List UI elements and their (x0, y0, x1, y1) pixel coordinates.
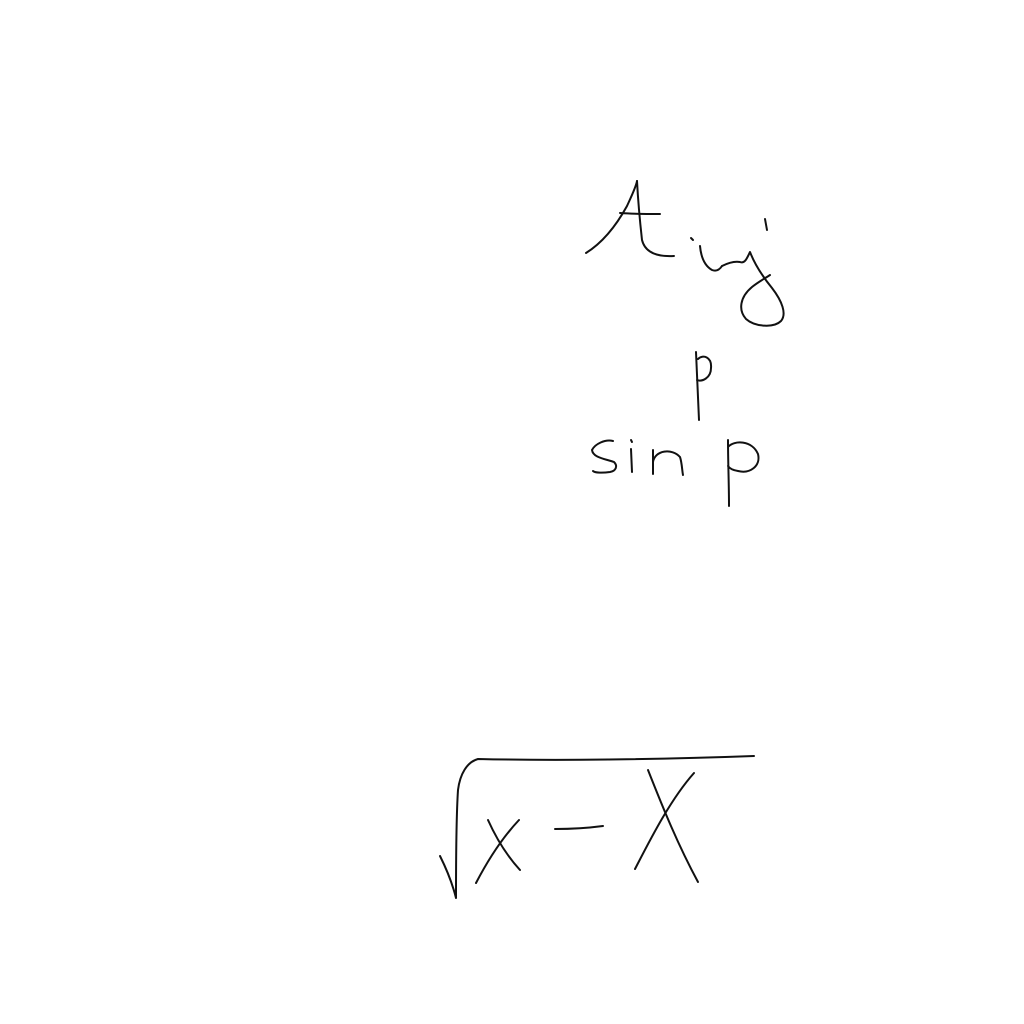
stroke-sup-p (696, 352, 711, 420)
handwritten-expression-square-root (440, 756, 754, 898)
stroke-x-small-a (476, 820, 519, 883)
stroke-n (653, 450, 683, 475)
stroke-x-small-b (488, 820, 520, 870)
stroke-a-descender (637, 181, 674, 256)
stroke-minus (555, 826, 603, 829)
handwritten-expression-tensor (586, 181, 784, 326)
stroke-i-dot (691, 238, 693, 240)
stroke-s (592, 441, 616, 473)
stroke-a-crossbar (620, 213, 660, 214)
stroke-i-body (700, 246, 722, 271)
handwritten-expression-sine-power (592, 352, 758, 506)
stroke-j-dot (765, 219, 767, 230)
stroke-i-2-dot (631, 440, 632, 442)
stroke-j-body (722, 252, 784, 326)
stroke-i-2 (631, 449, 632, 472)
stroke-a-diagonal (586, 181, 637, 253)
stroke-x-large-b (648, 770, 698, 882)
stroke-p (728, 440, 758, 506)
